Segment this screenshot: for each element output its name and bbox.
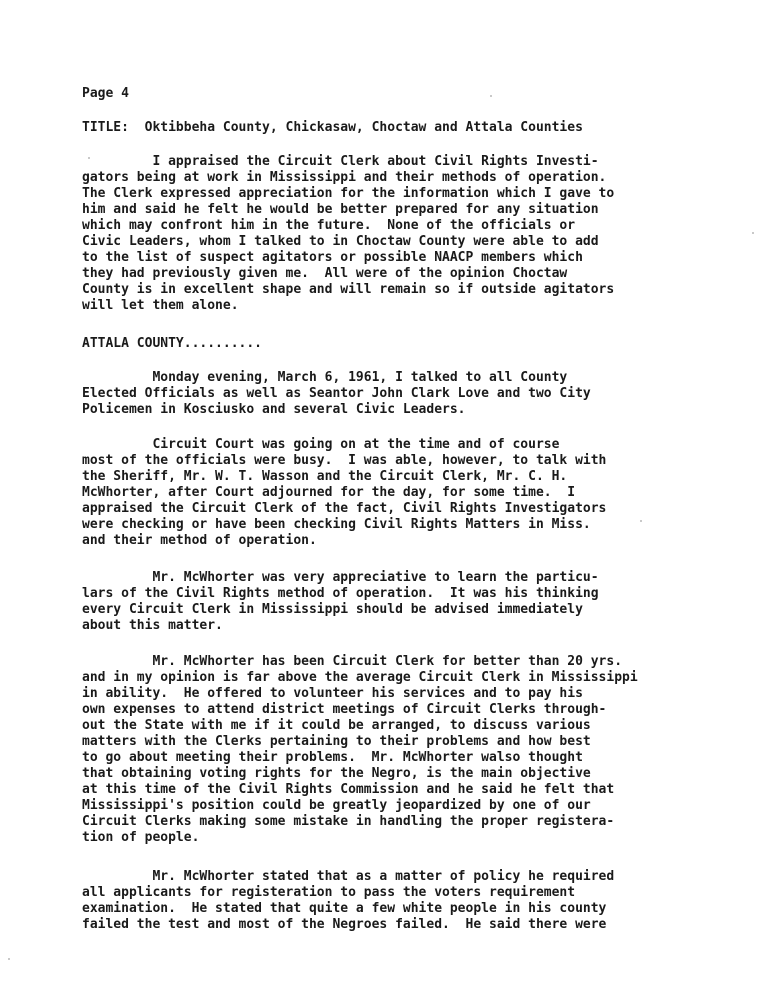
page-number: Page 4 [82, 86, 129, 101]
text-line: the Sheriff, Mr. W. T. Wasson and the Circuit Clerk, Mr. C. H. [82, 469, 568, 484]
text-line: Mr. McWhorter has been Circuit Clerk for better than 20 yrs. [82, 654, 623, 669]
document-title: TITLE: Oktibbeha County, Chickasaw, Choctaw and Attala Counties [82, 120, 583, 135]
text-line: and in my opinion is far above the average Circuit Clerk in Mississippi [82, 670, 638, 685]
text-line: every Circuit Clerk in Mississippi should be advised immediately [82, 602, 583, 617]
text-line: Elected Officials as well as Seantor John Clark Love and two City [82, 386, 591, 401]
text-line: at this time of the Civil Rights Commission and he said he felt that [82, 782, 615, 797]
text-line: lars of the Civil Rights method of operation. It was his thinking [82, 586, 599, 601]
text-line: that obtaining voting rights for the Negro, is the main objective [82, 766, 591, 781]
text-line: will let them alone. [82, 298, 239, 313]
section-heading-attala: ATTALA COUNTY.......... [82, 336, 263, 351]
scan-speck [640, 520, 642, 522]
text-line: to go about meeting their problems. Mr. McWhorter walso thought [82, 750, 583, 765]
text-line: about this matter. [82, 618, 223, 633]
text-line: Mr. McWhorter was very appreciative to learn the particu- [82, 570, 599, 585]
text-line: all applicants for registeration to pass the voters requirement [82, 885, 576, 900]
text-line: Circuit Clerks making some mistake in handling the proper registera- [82, 814, 615, 829]
text-line: examination. He stated that quite a few white people in his county [82, 901, 607, 916]
text-line: Civic Leaders, whom I talked to in Choctaw County were able to add [82, 234, 599, 249]
text-line: Monday evening, March 6, 1961, I talked to all County [82, 370, 568, 385]
text-line: they had previously given me. All were of the opinion Choctaw [82, 266, 568, 281]
text-line: him and said he felt he would be better prepared for any situation [82, 202, 599, 217]
text-line: Circuit Court was going on at the time and of course [82, 437, 560, 452]
text-line: I appraised the Circuit Clerk about Civil Rights Investi- [82, 154, 599, 169]
text-line: County is in excellent shape and will remain so if outside agitators [82, 282, 615, 297]
text-line: appraised the Circuit Clerk of the fact, Civil Rights Investigators [82, 501, 607, 516]
text-line: out the State with me if it could be arranged, to discuss various [82, 718, 591, 733]
text-line: failed the test and most of the Negroes failed. He said there were [82, 917, 607, 932]
text-line: Mississippi's position could be greatly jeopardized by one of our [82, 798, 591, 813]
text-line: to the list of suspect agitators or possible NAACP members which [82, 250, 583, 265]
text-line: which may confront him in the future. None of the officials or [82, 218, 576, 233]
scan-speck [752, 232, 754, 234]
text-line: matters with the Clerks pertaining to their problems and how best [82, 734, 591, 749]
text-line: Mr. McWhorter stated that as a matter of policy he required [82, 869, 615, 884]
text-line: The Clerk expressed appreciation for the information which I gave to [82, 186, 615, 201]
text-line: and their method of operation. [82, 533, 317, 548]
text-line: Policemen in Kosciusko and several Civic Leaders. [82, 402, 466, 417]
scan-speck [490, 95, 492, 97]
text-line: own expenses to attend district meetings of Circuit Clerks through- [82, 702, 607, 717]
text-line: gators being at work in Mississippi and their methods of operation. [82, 170, 607, 185]
text-line: were checking or have been checking Civil Rights Matters in Miss. [82, 517, 591, 532]
text-line: in ability. He offered to volunteer his services and to pay his [82, 686, 583, 701]
text-line: McWhorter, after Court adjourned for the day, for some time. I [82, 485, 576, 500]
scan-speck [8, 958, 10, 960]
text-line: tion of people. [82, 830, 200, 845]
text-line: most of the officials were busy. I was able, however, to talk with [82, 453, 607, 468]
